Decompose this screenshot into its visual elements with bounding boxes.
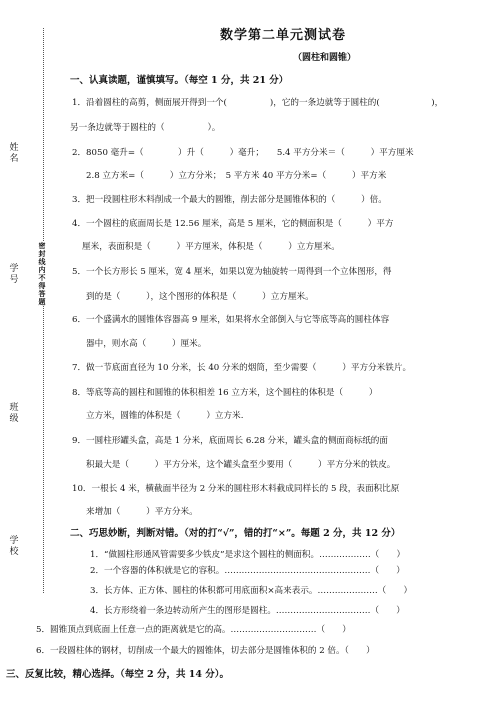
- class-field-label: 班级: [9, 403, 19, 424]
- section-1-heading: 一、认真读题，谨慎填写。（每空 1 分，共 21 分）: [70, 75, 289, 86]
- question-line: 8．等底等高的圆柱和圆锥的体积相差 16 立方米，这个圆柱的体积是（ ）: [72, 388, 378, 398]
- question-line: 器中，则水高（ ）厘米。: [86, 339, 207, 349]
- question-line: 来增加（ ）平方分米。: [86, 507, 198, 517]
- judgement-item: 2．一个容器的体积就是它的容积。……………………………………………（ ）: [90, 566, 405, 576]
- question-line: 7．做一节底面直径为 10 分米，长 40 分米的烟筒，至少需要（ ）平方分米铁片。: [72, 363, 412, 373]
- section-3-heading: 三、反复比较，精心选择。（每空 2 分，共 14 分）。: [6, 669, 230, 680]
- judgement-item: 4．长方形绕着一条边转动所产生的图形是圆柱。……………………………（ ）: [90, 606, 405, 616]
- page-title: 数学第二单元测试卷: [220, 28, 347, 43]
- question-line: 2.8 立方米=（ ）立方分米； 5 平方米 40 平方分米=（ ）平方米: [86, 171, 387, 181]
- section-2-heading: 二、巧思妙断，判断对错。（对的打“√”，错的打“×”。每题 2 分，共 12 分）: [70, 528, 401, 539]
- question-line: 5．一个长方形长 5 厘米，宽 4 厘米，如果以宽为轴旋转一周得到一个立体图形，得: [72, 267, 392, 277]
- judgement-item: 3．长方体、正方体、圆柱的体积都可用底面积×高来表示。…………………（ ）: [90, 586, 413, 596]
- judgement-item: 1．“做圆柱形通风管需要多少铁皮”是求这个圆柱的侧面积。………………（ ）: [90, 550, 406, 560]
- school-field-label: 学校: [9, 536, 19, 557]
- question-line: 6．一个盛满水的圆锥体容器高 9 厘米，如果将水全部倒入与它等底等高的圆柱体容: [72, 315, 390, 325]
- judgement-item: 5．圆锥顶点到底面上任意一点的距离就是它的高。…………………………（ ）: [36, 625, 351, 635]
- question-line: 9．一圆柱形罐头盒，高是 1 分米，底面周长 6.28 分米，罐头盒的侧面商标纸的面: [72, 436, 388, 446]
- question-line: 厘米，表面积是（ ）平方厘米，体积是（ ）立方厘米。: [82, 242, 340, 252]
- question-line: 2．8050 毫升=（ ）升（ ）毫升； 5.4 平方分米＝（ ）平方厘米: [72, 148, 414, 158]
- question-line: 另一条边就等于圆柱的（ ）。: [70, 123, 221, 133]
- name-field-label: 姓名: [9, 143, 19, 164]
- question-line: 1．沿着圆柱的高剪，侧面展开得到一个( )，它的一条边就等于圆柱的( )，: [72, 98, 444, 108]
- question-line: 到的是（ ），这个图形的体积是（ ）立方厘米。: [86, 292, 314, 302]
- judgement-item: 6．一段圆柱体的钢材，切削成一个最大的圆锥体，切去部分是圆锥体积的 2 倍。（ ）: [36, 646, 375, 656]
- question-line: 3．把一段圆柱形木料削成一个最大的圆锥，削去部分是圆锥体积的（ ）倍。: [72, 195, 387, 205]
- question-line: 积最大是（ ）平方分米，这个罐头盒至少要用（ ）平方分米的铁皮。: [86, 460, 396, 470]
- question-line: 立方米，圆锥的体积是（ ）立方米.: [86, 411, 244, 421]
- question-line: 4．一个圆柱的底面周长是 12.56 厘米，高是 5 厘米，它的侧面积是（ ）平方: [72, 219, 394, 229]
- page-subtitle: （圆柱和圆锥）: [293, 53, 357, 63]
- student-id-field-label: 学号: [9, 264, 19, 285]
- question-line: 10．一根长 4 米，横截面半径为 2 分米的圆柱形木料截成同样长的 5 段，表面积比原: [72, 484, 400, 494]
- seal-line-note: 密封线内不得答题: [36, 242, 48, 306]
